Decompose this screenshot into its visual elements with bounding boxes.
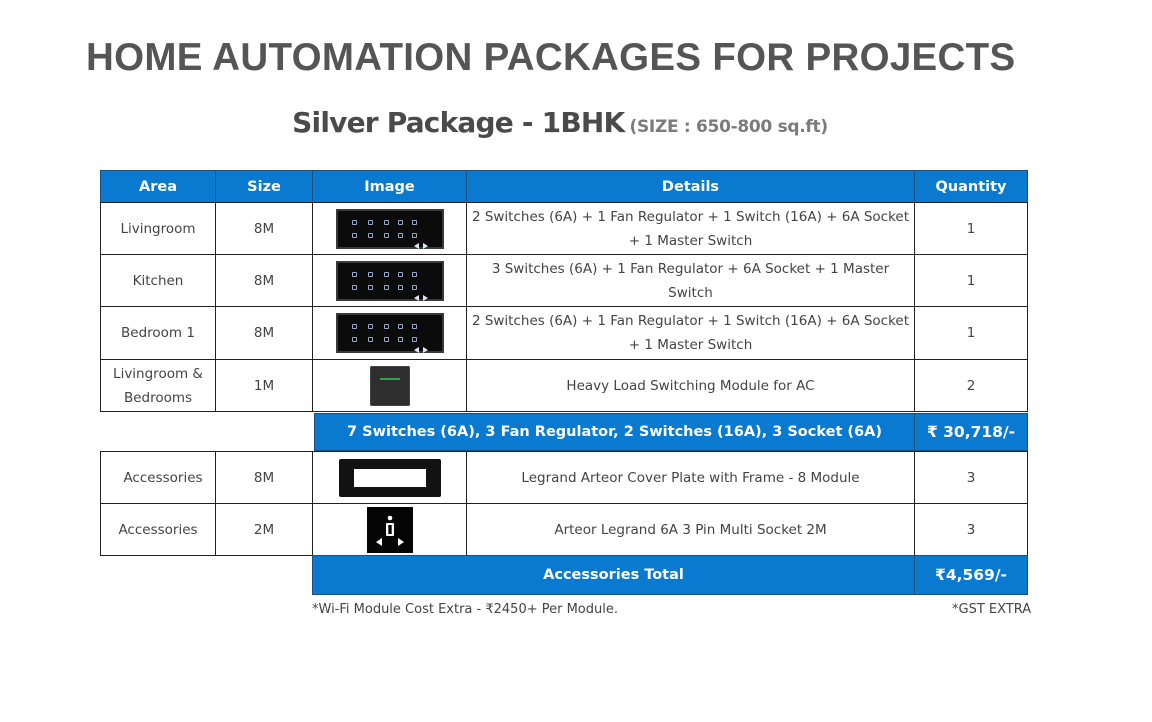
switch-panel-icon <box>336 209 444 249</box>
cover-plate-icon <box>339 459 441 497</box>
accessory-1-size: 8M <box>215 451 313 504</box>
switch-panel-icon <box>336 261 444 301</box>
row-3-details: 2 Switches (6A) + 1 Fan Regulator + 1 Switch (16A) + 6A Socket + 1 Master Switch <box>466 306 915 360</box>
row-1-quantity: 1 <box>914 202 1028 255</box>
header-size: Size <box>215 170 313 203</box>
row-3-quantity: 1 <box>914 306 1028 360</box>
page-title: HOME AUTOMATION PACKAGES FOR PROJECTS <box>86 36 1016 79</box>
row-1-details: 2 Switches (6A) + 1 Fan Regulator + 1 Switch (16A) + 6A Socket + 1 Master Switch <box>466 202 915 255</box>
accessory-2-quantity: 3 <box>914 503 1028 556</box>
gst-note: *GST EXTRA <box>952 602 1032 617</box>
switch-panel-icon <box>336 313 444 353</box>
accessories-total-label: Accessories Total <box>312 555 915 595</box>
accessory-2-details: Arteor Legrand 6A 3 Pin Multi Socket 2M <box>466 503 915 556</box>
row-2-details: 3 Switches (6A) + 1 Fan Regulator + 6A Socket + 1 Master Switch <box>466 254 915 307</box>
package-summary: 7 Switches (6A), 3 Fan Regulator, 2 Switches (16A), 3 Socket (6A) <box>314 413 915 451</box>
header-quantity: Quantity <box>914 170 1028 203</box>
row-4-quantity: 2 <box>914 359 1028 412</box>
accessory-2-area: Accessories <box>100 503 216 556</box>
header-details: Details <box>466 170 915 203</box>
accessory-1-image <box>312 451 467 504</box>
row-4-details: Heavy Load Switching Module for AC <box>466 359 915 412</box>
row-3-size: 8M <box>215 306 313 360</box>
row-1-size: 8M <box>215 202 313 255</box>
row-1-image <box>312 202 467 255</box>
row-2-quantity: 1 <box>914 254 1028 307</box>
package-name: Silver Package - 1BHK <box>292 106 625 139</box>
heavy-load-module-icon <box>370 366 410 406</box>
accessory-1-quantity: 3 <box>914 451 1028 504</box>
accessory-2-image <box>312 503 467 556</box>
row-3-image <box>312 306 467 360</box>
accessories-total-price: ₹4,569/- <box>914 555 1028 595</box>
row-2-image <box>312 254 467 307</box>
row-3-area: Bedroom 1 <box>100 306 216 360</box>
package-price: ₹ 30,718/- <box>914 413 1028 451</box>
row-4-image <box>312 359 467 412</box>
accessory-2-size: 2M <box>215 503 313 556</box>
accessory-1-details: Legrand Arteor Cover Plate with Frame - 8 Module <box>466 451 915 504</box>
multi-socket-icon <box>367 507 413 553</box>
header-area: Area <box>100 170 216 203</box>
row-2-size: 8M <box>215 254 313 307</box>
package-subtitle <box>0 106 1120 139</box>
wifi-note: *Wi-Fi Module Cost Extra - ₹2450+ Per Module. <box>312 602 618 617</box>
row-4-size: 1M <box>215 359 313 412</box>
row-4-area: Livingroom & Bedrooms <box>100 359 216 412</box>
row-2-area: Kitchen <box>100 254 216 307</box>
row-1-area: Livingroom <box>100 202 216 255</box>
package-size: (SIZE : 650-800 sq.ft) <box>629 117 828 137</box>
accessory-1-area: Accessories <box>100 451 216 504</box>
header-image: Image <box>312 170 467 203</box>
